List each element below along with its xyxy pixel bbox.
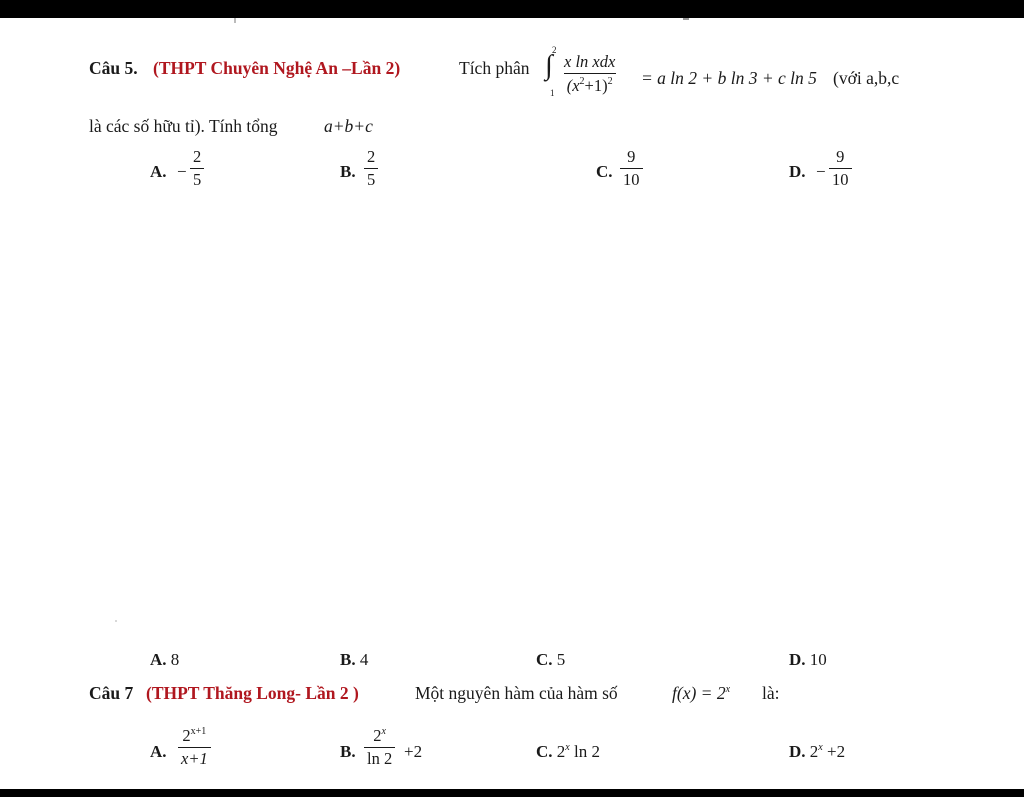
q7-source: (THPT Thăng Long- Lần 2 ) — [146, 683, 359, 703]
q7-function: $f(x) = 2^x$ — [672, 683, 731, 703]
integral-lower-limit: 1 — [550, 88, 555, 98]
q7-option-b-tail: +2 — [404, 742, 423, 761]
q7-tail: là: — [762, 683, 780, 703]
q5-option-a-letter: A. — [150, 162, 167, 181]
stray-dot — [115, 620, 117, 622]
q7-option-c: C. 2$^x$ ln 2 — [536, 742, 600, 761]
q7-option-b-letter: B. — [340, 742, 356, 761]
q5-option-d-sign: − — [816, 162, 826, 181]
q5-option-a-fraction: $\frac{2}{5}$ — [190, 149, 204, 188]
q5-option-c-fraction: $\frac{9}{10}$ — [620, 149, 643, 188]
q6-option-a: A. 8 — [150, 650, 180, 669]
integral-upper-limit: 2 — [552, 45, 557, 55]
q5-option-b-letter: B. — [340, 162, 356, 181]
q7-option-b-fraction: $\frac{2^x}{\ln 2}$ — [364, 727, 395, 767]
top-crumb-mark — [234, 18, 236, 23]
q5-option-a-sign: − — [177, 162, 187, 181]
top-crumb-mark — [683, 18, 689, 20]
q7-intro: Một nguyên hàm của hàm số — [415, 683, 618, 703]
q7-label: Câu 7 — [89, 683, 134, 703]
q5-option-d-fraction: $\frac{9}{10}$ — [829, 149, 852, 188]
q6-option-c: C. 5 — [536, 650, 566, 669]
q6-option-b: B. 4 — [340, 650, 369, 669]
integral-rhs: = a ln 2 + b ln 3 + c ln 5 — [641, 68, 817, 88]
q7-option-d: D. $2^x +2$ — [789, 742, 846, 761]
integral-numerator: x ln xdx — [564, 52, 616, 71]
q5-option-c-letter: C. — [596, 162, 613, 181]
integral-sign: ∫ — [545, 50, 553, 81]
q7-option-a-letter: A. — [150, 742, 167, 761]
q5-option-b-fraction: $\frac{2}{5}$ — [364, 149, 378, 188]
q5-sum-expr: a+b+c — [324, 116, 373, 136]
q7-option-a-fraction: $\frac{2^{x+1}}{x+1}$ — [178, 727, 211, 767]
q5-source: (THPT Chuyên Nghệ An –Lần 2) — [153, 58, 401, 78]
q5-option-d-letter: D. — [789, 162, 806, 181]
integral-denominator: $(x^2+1)^2$ — [564, 73, 616, 95]
q5-intro: Tích phân — [459, 58, 530, 78]
document-page — [0, 18, 1024, 789]
q6-option-d: D. 10 — [789, 650, 827, 669]
q5-label: Câu 5. — [89, 58, 138, 78]
q5-line2: là các số hữu tỉ). Tính tổng — [89, 116, 278, 136]
integral-fraction — [561, 54, 618, 94]
q5-condition-tail: (với a,b,c — [833, 68, 900, 88]
